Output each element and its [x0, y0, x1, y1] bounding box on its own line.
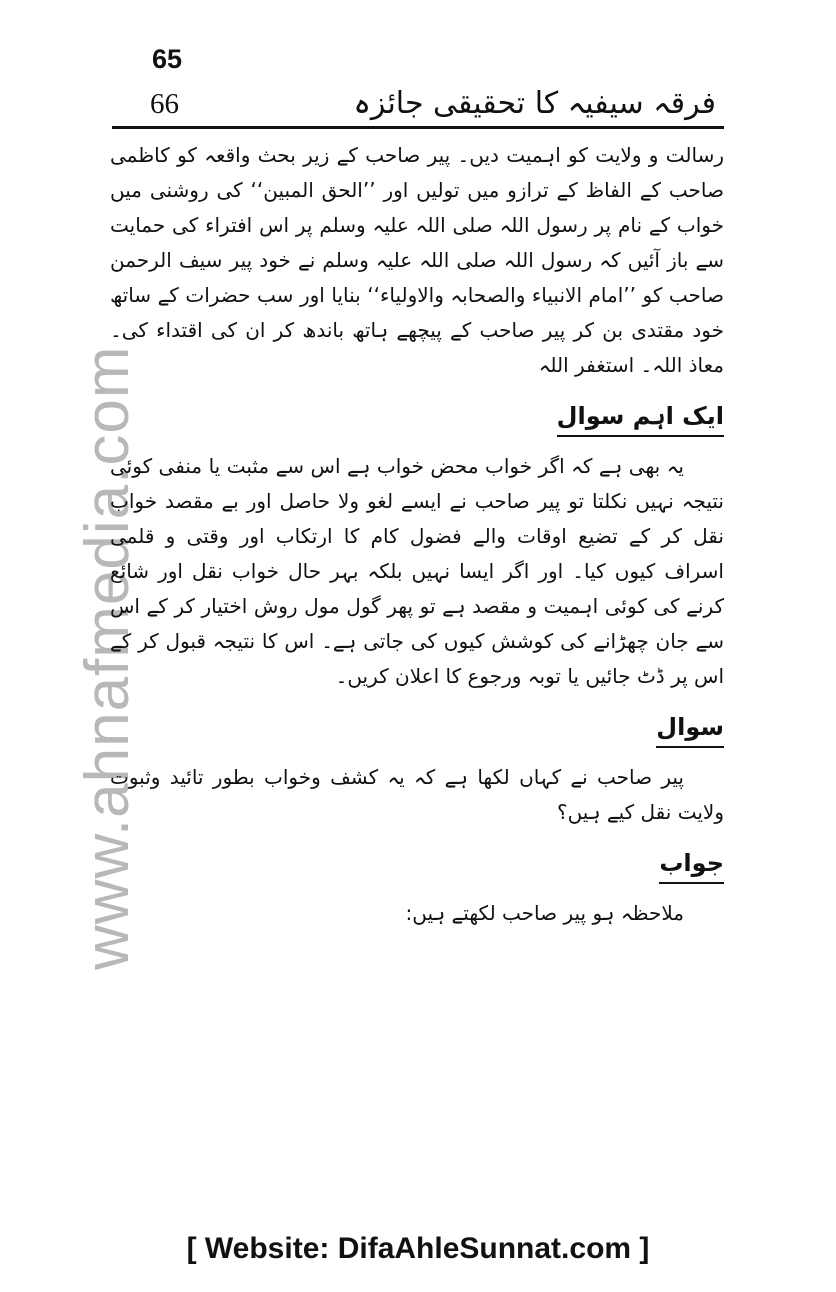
page-body [110, 138, 724, 931]
heading-answer: جواب [659, 846, 724, 884]
page-number-original: 66 [150, 88, 179, 120]
paragraph-4: ملاحظہ ہو پیر صاحب لکھتے ہیں: [405, 901, 684, 925]
heading-important-question: ایک اہم سوال [557, 399, 724, 437]
watermark: www.ahnafmedia.com [73, 345, 142, 970]
footer-website: [ Website: DifaAhleSunnat.com ] [186, 1232, 650, 1265]
paragraph-2: یہ بھی ہے کہ اگر خواب محض خواب ہے اس سے مثبت یا منفی کوئی نتیجہ نہیں نکلتا تو پیر صاحب نے ایسے لغو ولا حاصل اور بے مقصد خواب نقل کر کے تضیع اوقات والے فضول کام کا ارتکاب اور وقتی و قلمی اسراف کیوں کیا۔ اور اگر ایسا نہیں بلکہ بہر حال خواب نقل اور شائع کرنے کی کوئی اہمیت و مقصد ہے تو پھر گول مول روش اختیار کر کے اس سے جان چھڑانے کی کوشش کیوں کی جاتی ہے۔ اس کا نتیجہ قبول کر کے اس پر ڈٹ جائیں یا توبہ ورجوع کا اعلان کریں۔ [110, 454, 724, 688]
page-number-top: 65 [152, 44, 183, 74]
paragraph-3: پیر صاحب نے کہاں لکھا ہے کہ یہ کشف وخواب بطور تائید وثبوت ولایت نقل کیے ہیں؟ [110, 765, 724, 824]
running-title: فرقہ سیفیہ کا تحقیقی جائزہ [353, 86, 716, 121]
heading-question: سوال [656, 710, 724, 748]
header-rule [112, 126, 724, 129]
paragraph-1: رسالت و ولایت کو اہمیت دیں۔ پیر صاحب کے زیر بحث واقعہ کو کاظمی صاحب کے الفاظ کے ترازو میں تولیں اور ’’الحق المبین‘‘ کی روشنی میں خواب کے نام پر رسول اللہ صلی اللہ علیہ وسلم پر اس افتراء کی حمایت سے باز آئیں کہ رسول اللہ صلی اللہ علیہ وسلم نے خود پیر سیف الرحمن صاحب کو ’’امام الانبیاء والصحابہ والاولیاء‘‘ بنایا اور سب حضرات کے ساتھ خود مقتدی بن کر پیر صاحب کے پیچھے ہاتھ باندھ کر ان کی اقتداء کی۔ معاذ اللہ۔ استغفر اللہ [110, 143, 724, 377]
